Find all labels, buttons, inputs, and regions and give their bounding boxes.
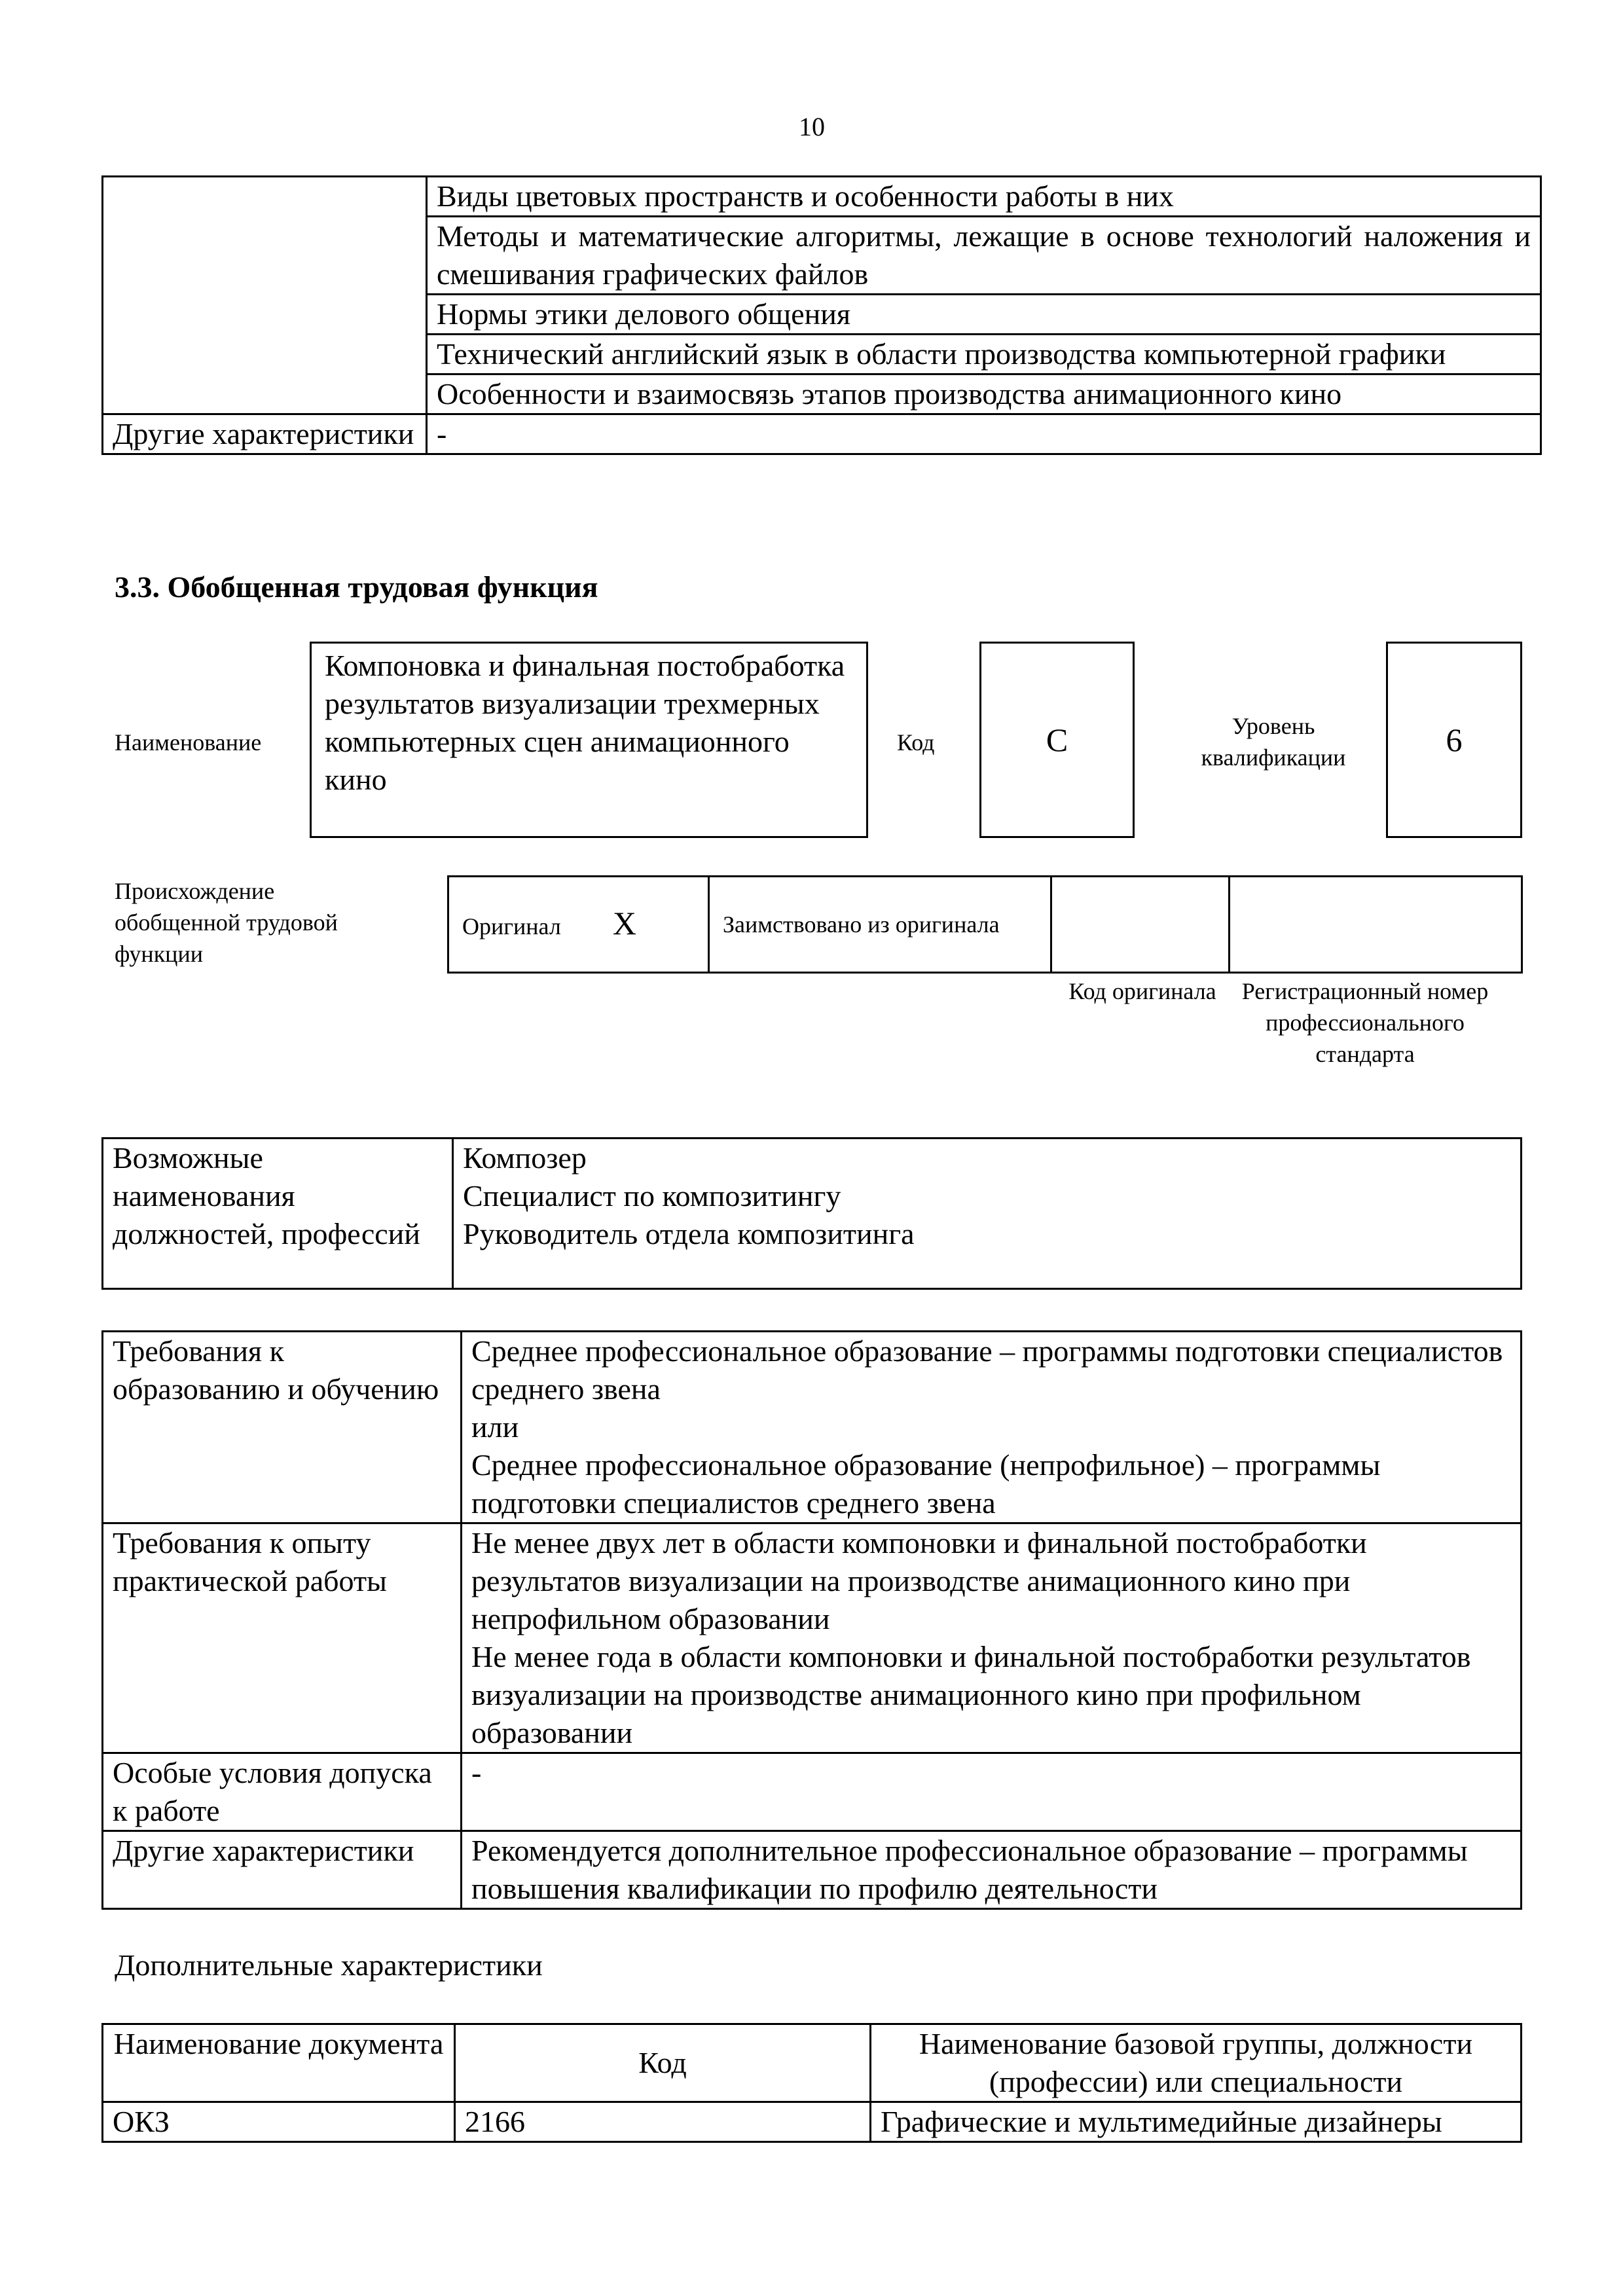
additional-table	[101, 2023, 1522, 2143]
header-code: Код	[455, 2024, 871, 2102]
page-number: 10	[799, 112, 825, 141]
position-item: Специалист по композитингу	[463, 1179, 841, 1212]
knowledge-item: Виды цветовых пространств и особенности работы в них	[427, 177, 1541, 217]
level-box	[1386, 642, 1522, 838]
other-label: Другие характеристики	[103, 1831, 462, 1909]
original-code-caption: Код оригинала	[1068, 978, 1216, 1004]
additional-heading: Дополнительные характеристики	[115, 1948, 543, 1982]
level-label: Уровень квалификации	[1201, 713, 1346, 771]
requirement-line: Не менее двух лет в области компоновки и финальной постобработки результатов визуализации на производстве анимационного кино при непрофильном образовании	[471, 1526, 1367, 1635]
other-characteristics-label: Другие характеристики	[103, 414, 427, 454]
position-item: Композер	[463, 1141, 587, 1175]
original-mark: X	[612, 904, 636, 941]
experience-label: Требования к опыту практической работы	[103, 1523, 462, 1753]
borrowed-cell	[709, 877, 1051, 973]
cell-doc: ОКЗ	[103, 2102, 455, 2142]
header-group-name: Наименование базовой группы, должности (профессии) или специальности	[871, 2024, 1522, 2102]
function-name-box	[310, 642, 868, 838]
origin-table	[447, 875, 1523, 974]
requirements-table	[101, 1330, 1522, 1910]
positions-table	[101, 1137, 1522, 1290]
cell-code: 2166	[455, 2102, 871, 2142]
requirement-line: или	[471, 1410, 519, 1444]
original-code-cell	[1051, 877, 1230, 973]
name-label: Наименование	[115, 729, 262, 756]
other-value	[462, 1831, 1522, 1909]
requirement-line: -	[471, 1756, 482, 1789]
original-cell	[448, 877, 709, 973]
knowledge-table	[101, 175, 1542, 455]
position-item: Руководитель отдела композитинга	[463, 1217, 915, 1250]
experience-value	[462, 1523, 1522, 1753]
knowledge-item: Технический английский язык в области производства компьютерной графики	[427, 335, 1541, 374]
other-characteristics-value: -	[427, 414, 1541, 454]
positions-list	[453, 1139, 1522, 1289]
requirement-line: Не менее года в области компоновки и финальной постобработки результатов визуализации на производстве анимационного кино при профильном образовании	[471, 1640, 1471, 1749]
knowledge-item: Нормы этики делового общения	[427, 295, 1541, 335]
requirement-line: Среднее профессиональное образование – программы подготовки специалистов среднего звена	[471, 1334, 1503, 1406]
table-row	[103, 2102, 1522, 2142]
code-label: Код	[897, 729, 935, 756]
requirement-line: Рекомендуется дополнительное профессиональное образование – программы повышения квалификации по профилю деятельности	[471, 1834, 1468, 1905]
original-label: Оригинал	[462, 913, 561, 939]
education-value	[462, 1332, 1522, 1523]
function-name: Компоновка и финальная постобработка результатов визуализации трехмерных компьютерных сцен анимационного кино	[325, 649, 845, 796]
education-label: Требования к образованию и обучению	[103, 1332, 462, 1523]
cell-group: Графические и мультимедийные дизайнеры	[871, 2102, 1522, 2142]
admission-label: Особые условия допуска к работе	[103, 1753, 462, 1831]
reg-number-caption: Регистрационный номер профессионального стандарта	[1241, 978, 1489, 1067]
admission-value	[462, 1753, 1522, 1831]
positions-label: Возможные наименования должностей, профессий	[103, 1139, 453, 1289]
borrowed-label: Заимствовано из оригинала	[723, 911, 1000, 938]
code-value: C	[1046, 721, 1068, 758]
reg-number-cell	[1230, 877, 1522, 973]
requirement-line: Среднее профессиональное образование (непрофильное) – программы подготовки специалистов среднего звена	[471, 1448, 1381, 1520]
knowledge-label-cell	[103, 177, 427, 414]
level-value: 6	[1446, 721, 1463, 758]
header-doc-name: Наименование документа	[103, 2024, 455, 2102]
code-box	[979, 642, 1135, 838]
origin-label: Происхождение обобщенной трудовой функции	[115, 878, 338, 967]
section-heading: 3.3. Обобщенная трудовая функция	[115, 570, 598, 604]
knowledge-item: Особенности и взаимосвязь этапов производства анимационного кино	[427, 374, 1541, 414]
knowledge-item: Методы и математические алгоритмы, лежащие в основе технологий наложения и смешивания графических файлов	[427, 217, 1541, 295]
